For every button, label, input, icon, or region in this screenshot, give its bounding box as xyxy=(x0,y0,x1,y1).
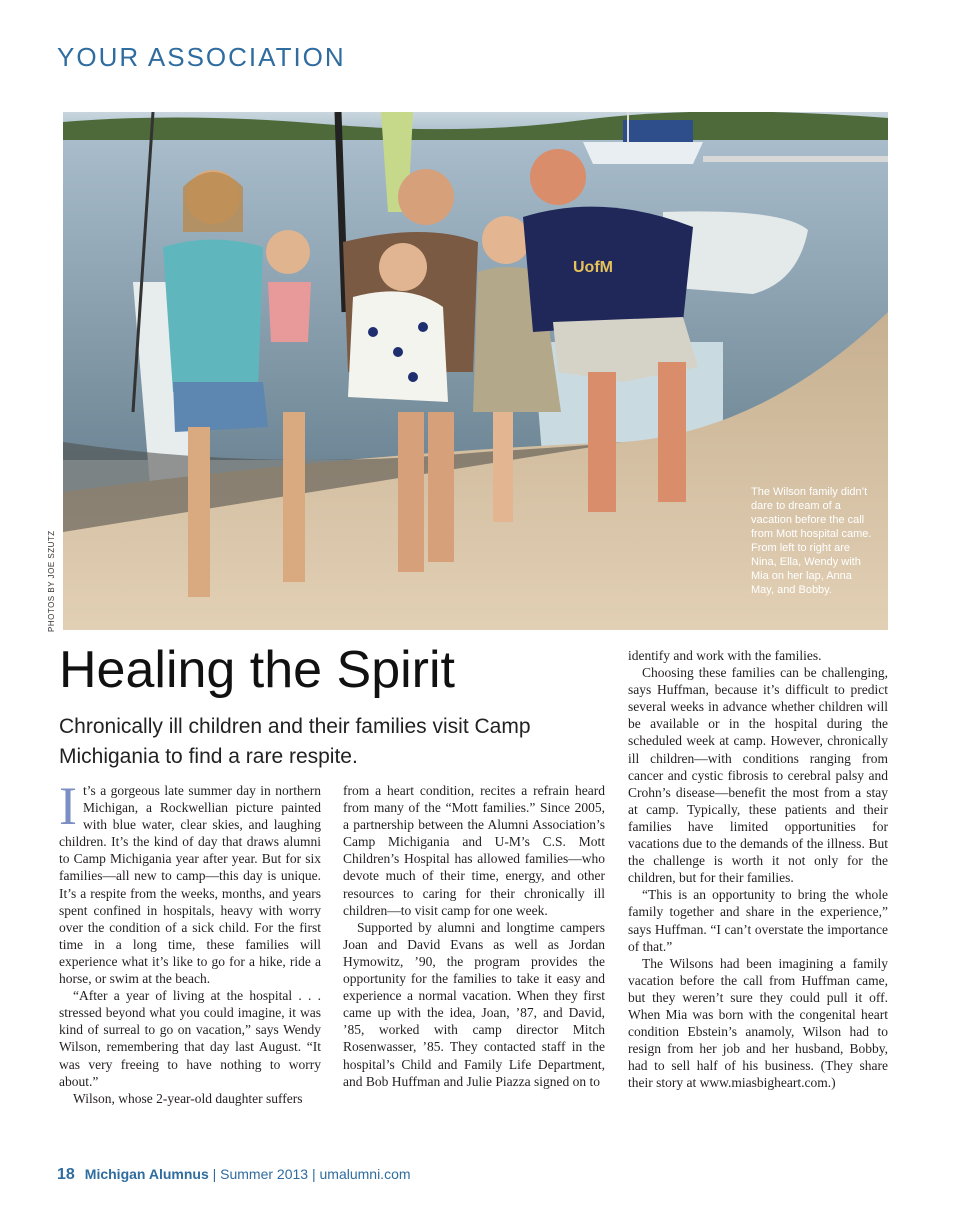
article-title: Healing the Spirit xyxy=(59,641,455,699)
photo-caption: The Wilson family didn’t dare to dream of a vacation before the call from Mott hospital came. From left to right are Nina, Ella, Wendy with Mia on her lap, Anna May, and Bobby. xyxy=(751,486,872,596)
column-2 xyxy=(343,782,605,1090)
paragraph: The Wilsons had been imagining a family vacation before the call from Huffman came, but they weren’t sure they could pull it off. When Mia was born with the congenital heart condition Ebstein’s anamoly, Wilson had to resign from her job and her husband, Bobby, had to sell half of his business. (They share their story at www.miasbigheart.com.) xyxy=(628,955,888,1091)
photo-credit: PHOTOS BY JOE SZUTZ xyxy=(47,530,56,632)
column-3 xyxy=(628,647,888,1091)
paragraph: “After a year of living at the hospital . . . stressed beyond what you could imagine, it was kind of surreal to go on vacation,” says Wendy Wilson, remembering that day last August. “It was very freeing to have nothing to worry about.” xyxy=(59,988,321,1089)
shirt-text: UofM xyxy=(573,259,613,276)
paragraph xyxy=(59,776,321,987)
page-footer xyxy=(57,1166,411,1184)
magazine-name: Michigan Alumnus xyxy=(84,1166,209,1182)
page-number: 18 xyxy=(57,1166,75,1183)
paragraph: Supported by alumni and longtime campers Joan and David Evans as well as Jordan Hymowitz, ’90, the program provides the opportunity for the families to take it easy and experience a normal vacation. When they first came up with the idea, Joan, ’87, and David, ’85, worked with camp director Mitch Rosenwasser, ’85. They contacted staff in the hospital’s Child and Family Life Department, and Bob Huffman and Julie Piazza signed on to xyxy=(343,919,605,1089)
column-1 xyxy=(59,776,321,1107)
paragraph: identify and work with the families. xyxy=(628,648,822,663)
paragraph: “This is an opportunity to bring the whole family together and share in the experience,” says Huffman. “I can’t overstate the importance of that.” xyxy=(628,887,888,954)
paragraph: Choosing these families can be challenging, says Huffman, because it’s difficult to predict several weeks in advance whether children will be available or in the hospital during the scheduled week at camp. However, chronically ill children—with conditions ranging from cancer and cystic fibrosis to cerebral palsy and Crohn’s disease—benefit the most from a stay at camp. Typically, these patients and their families have limited opportunities for vacations due to the demands of the illness. But the challenge is worth it not only for the children, but for their families. xyxy=(628,665,888,886)
paragraph: Wilson, whose 2-year-old daughter suffers xyxy=(73,1090,303,1106)
issue-info: | Summer 2013 | umalumni.com xyxy=(208,1166,411,1182)
paragraph: from a heart condition, recites a refrain heard from many of the “Mott families.” Since 2005, a partnership between the Alumni Association’s Camp Michigania and U-M’s C.S. Mott Children’s Hospital has allowed families—who devote much of their time, energy, and other resources to caring for their chronically ill children—to visit camp for one week. xyxy=(343,783,605,918)
drop-cap: I xyxy=(59,776,77,836)
article-deck: Chronically ill children and their families visit Camp Michigania to find a rare respite. xyxy=(59,715,531,768)
section-label: YOUR ASSOCIATION xyxy=(57,42,346,72)
paragraph-text: t’s a gorgeous late summer day in northern Michigan, a Rockwellian picture painted with blue water, clear skies, and laughing children. It’s the kind of day that draws alumni to Camp Michigania year after year. But for six families—all new to camp—this day is unique. It’s a respite from the weeks, months, and years spent confined in hospitals, heavy with worry over the condition of a sick child. For the first time in a long time, these families will experience what it’s like to go for a hike, ride a horse, or swim at the beach. xyxy=(59,783,321,987)
person-ella xyxy=(266,230,311,342)
